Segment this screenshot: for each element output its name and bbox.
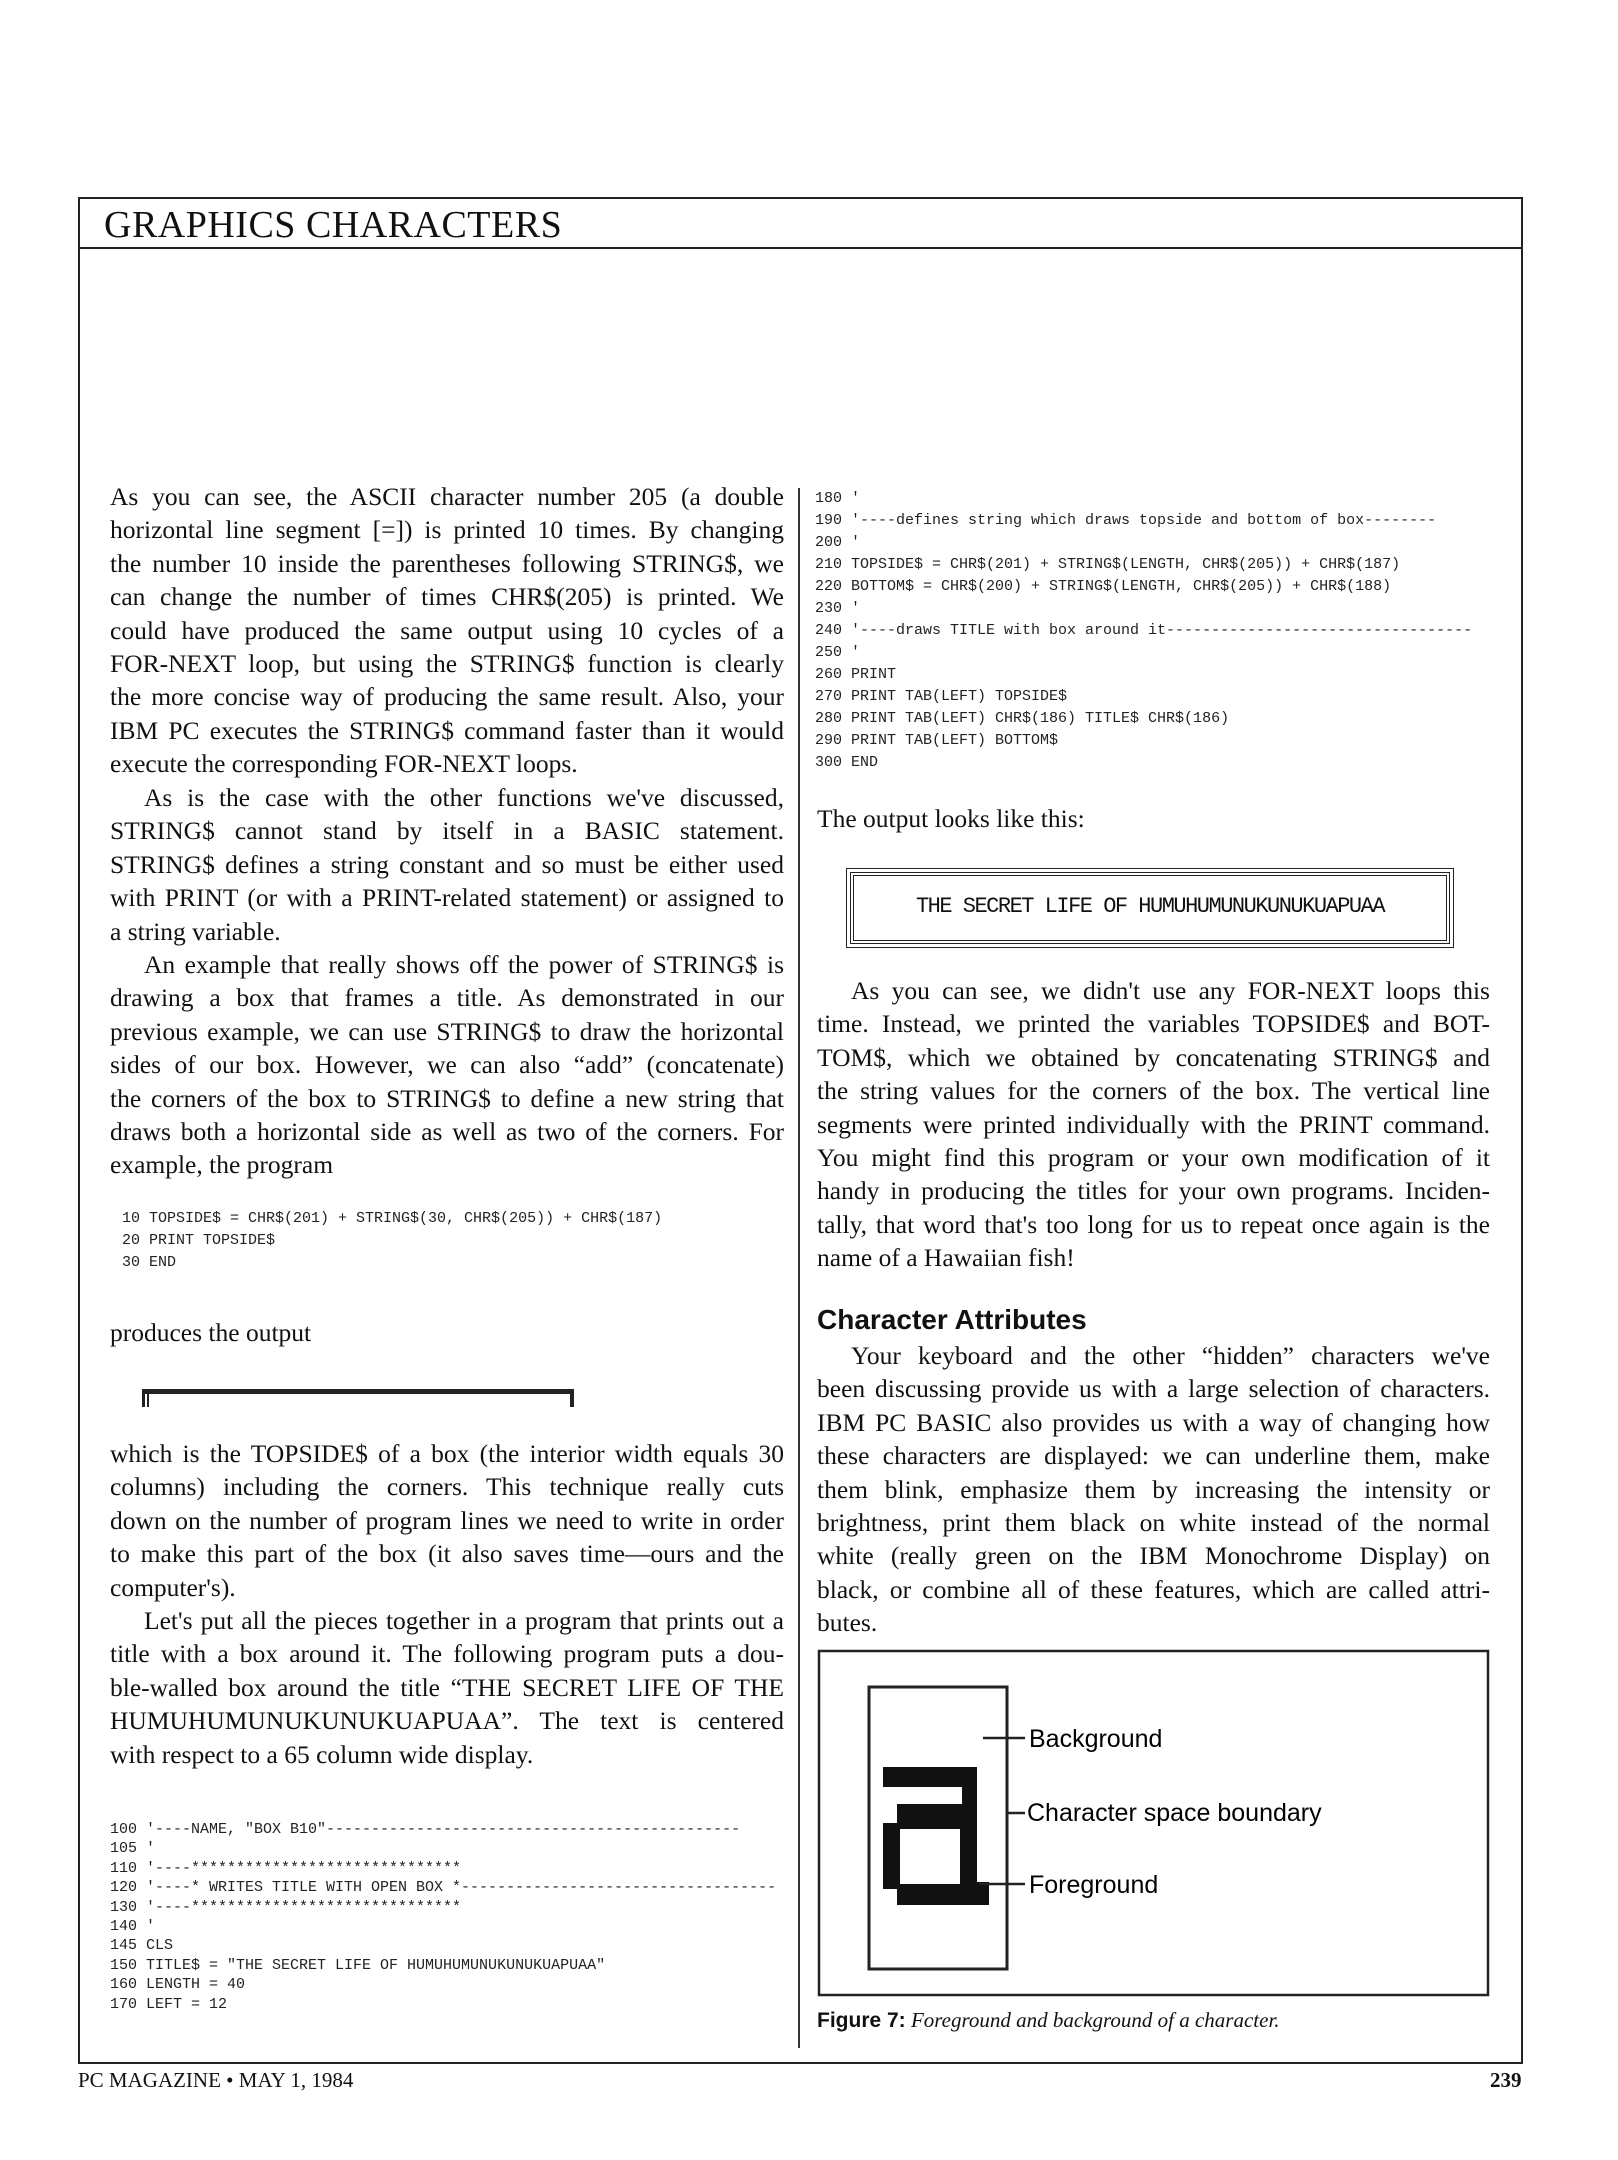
code-line: 250 ' xyxy=(815,644,861,661)
text-line: to make this part of the box (it also saves time—ours and the xyxy=(110,1539,784,1569)
figure-7 xyxy=(817,1649,1490,1997)
code-line: 110 '----****************************** xyxy=(110,1859,462,1877)
section-header xyxy=(78,197,1523,249)
text-line: segments were printed individually with the PRINT command. xyxy=(817,1109,1490,1139)
text-line: the corners of the box to STRING$ to define a new string that xyxy=(110,1083,784,1113)
text-line: down on the number of program lines we need to write in order xyxy=(110,1505,784,1535)
text-line: computer's). xyxy=(110,1572,236,1602)
label-foreground: Foreground xyxy=(1029,1871,1159,1899)
text-line: draws both a horizontal side as well as two of the corners. For xyxy=(110,1116,784,1146)
text-line: brightness, print them black on white instead of the normal xyxy=(817,1507,1490,1537)
output-box-text: THE SECRET LIFE OF HUMUHUMUNUKUNUKUAPUAA xyxy=(915,894,1385,919)
text-line: a string variable. xyxy=(110,916,281,946)
code-line: 30 END xyxy=(122,1254,177,1271)
code-line: 220 BOTTOM$ = CHR$(200) + STRING$(LENGTH, CHR$(205)) + CHR$(188) xyxy=(815,578,1392,595)
caption-label: Figure 7: xyxy=(817,2009,906,2032)
text-line: execute the corresponding FOR-NEXT loops. xyxy=(110,749,578,779)
paragraph xyxy=(110,781,784,948)
paragraph xyxy=(817,1339,1490,1640)
subheading: Character Attributes xyxy=(817,1304,1087,1335)
character-a-glyph xyxy=(883,1767,989,1905)
section-title: GRAPHICS CHARACTERS xyxy=(104,204,563,246)
text-line: IBM PC executes the STRING$ command faster than it would xyxy=(110,715,784,745)
code-line: 105 ' xyxy=(110,1840,156,1858)
corner-right xyxy=(570,1389,574,1407)
code-line: 300 END xyxy=(815,754,879,771)
text-line: STRING$ defines a string constant and so must be either used xyxy=(110,849,784,879)
text-line: title with a box around it. The following program puts a dou- xyxy=(110,1639,784,1669)
corner-left xyxy=(142,1389,145,1407)
text-line: ble-walled box around the title “THE SECRET LIFE OF THE xyxy=(110,1672,784,1702)
text-line: these characters are displayed: we can underline them, make xyxy=(817,1441,1490,1471)
paragraph xyxy=(110,1437,784,1604)
text-line: time. Instead, we printed the variables TOPSIDE$ and BOT- xyxy=(817,1009,1490,1039)
text-line: Let's put all the pieces together in a program that prints out a xyxy=(144,1606,784,1635)
code-line: 240 '----draws TITLE with box around it---------------------------------- xyxy=(815,622,1473,639)
figure-caption xyxy=(817,2008,1280,2033)
code-line: 230 ' xyxy=(815,600,861,617)
text-line: black, or combine all of these features, which are called attri- xyxy=(817,1574,1490,1604)
paragraph: The output looks like this: xyxy=(817,804,1085,833)
code-listing xyxy=(122,1208,784,1274)
page-number: 239 xyxy=(1490,2068,1522,2092)
footer-publication: PC MAGAZINE • MAY 1, 1984 xyxy=(78,2068,354,2092)
text-line: tally, that word that's too long for us to repeat once again is the xyxy=(817,1209,1490,1239)
code-line: 290 PRINT TAB(LEFT) BOTTOM$ xyxy=(815,732,1059,749)
column-divider xyxy=(798,488,800,2048)
text-line: sides of our box. However, we can also “add” (concatenate) xyxy=(110,1050,784,1080)
text-line: Your keyboard and the other “hidden” characters we've xyxy=(851,1341,1490,1370)
text-line: You might find this program or your own modification of it xyxy=(817,1142,1490,1172)
paragraph xyxy=(110,1604,784,1771)
corner-left-inner xyxy=(147,1394,149,1407)
text-line: can change the number of times CHR$(205) is printed. We xyxy=(110,582,784,612)
text-line: butes. xyxy=(817,1608,878,1638)
text-line: the number 10 inside the parentheses following STRING$, we xyxy=(110,548,784,578)
code-line: 10 TOPSIDE$ = CHR$(201) + STRING$(30, CHR$(205)) + CHR$(187) xyxy=(122,1210,663,1227)
code-line: 210 TOPSIDE$ = CHR$(201) + STRING$(LENGTH, CHR$(205)) + CHR$(187) xyxy=(815,556,1401,573)
text-line: horizontal line segment [=]) is printed 10 times. By changing xyxy=(110,515,784,545)
text-line: As you can see, the ASCII character number 205 (a double xyxy=(110,482,784,511)
caption-text: Foreground and background of a character. xyxy=(910,2008,1280,2032)
text-line: with respect to a 65 column wide display. xyxy=(110,1739,534,1769)
text-line: As you can see, we didn't use any FOR-NEXT loops this xyxy=(851,976,1490,1005)
code-line: 100 '----NAME, "BOX B10"---------------------------------------------- xyxy=(110,1821,741,1838)
code-line: 200 ' xyxy=(815,534,861,551)
text-line: STRING$ cannot stand by itself in a BASIC statement. xyxy=(110,816,784,846)
paragraph xyxy=(110,480,784,781)
text-line: An example that really shows off the power of STRING$ is xyxy=(144,950,784,979)
text-line: the more concise way of producing the same result. Also, your xyxy=(110,682,784,712)
text-line: white (really green on the IBM Monochrome Display) on xyxy=(817,1541,1490,1571)
label-boundary: Character space boundary xyxy=(1027,1799,1322,1827)
code-listing xyxy=(110,1820,784,2014)
paragraph xyxy=(817,974,1490,1275)
code-line: 120 '----* WRITES TITLE WITH OPEN BOX *----------------------------------- xyxy=(110,1879,777,1897)
paragraph: produces the output xyxy=(110,1318,312,1347)
text-line: handy in producing the titles for your own programs. Inciden- xyxy=(817,1176,1490,1206)
text-line: FOR-NEXT loop, but using the STRING$ function is clearly xyxy=(110,648,784,678)
code-line: 160 LENGTH = 40 xyxy=(110,1976,246,1994)
code-line: 180 ' xyxy=(815,490,861,507)
code-line: 260 PRINT xyxy=(815,666,897,683)
code-line: 150 TITLE$ = "THE SECRET LIFE OF HUMUHUMUNUKUNUKUAPUAA" xyxy=(110,1956,606,1974)
text-line: which is the TOPSIDE$ of a box (the interior width equals 30 xyxy=(110,1439,784,1468)
code-line: 20 PRINT TOPSIDE$ xyxy=(122,1232,276,1249)
code-line: 170 LEFT = 12 xyxy=(110,1995,228,2013)
code-line: 140 ' xyxy=(110,1918,156,1936)
text-line: As is the case with the other functions we've discussed, xyxy=(144,783,784,812)
text-line: could have produced the same output using 10 cycles of a xyxy=(110,615,784,645)
double-line xyxy=(142,1389,574,1394)
text-line: HUMUHUMUNUKUNUKUAPUAA”. The text is centered xyxy=(110,1706,784,1736)
text-line: example, the program xyxy=(110,1150,334,1180)
topside-output xyxy=(138,1386,588,1410)
code-line: 270 PRINT TAB(LEFT) TOPSIDE$ xyxy=(815,688,1068,705)
text-line: them blink, emphasize them by increasing the intensity or xyxy=(817,1474,1490,1504)
label-background: Background xyxy=(1029,1725,1163,1753)
code-line: 130 '----****************************** xyxy=(110,1898,462,1916)
text-line: name of a Hawaiian fish! xyxy=(817,1243,1075,1273)
code-listing xyxy=(815,488,1491,774)
text-line: TOM$, which we obtained by concatenating STRING$ and xyxy=(817,1042,1490,1072)
text-line: drawing a box that frames a title. As demonstrated in our xyxy=(110,983,784,1013)
text-line: previous example, we can use STRING$ to draw the horizontal xyxy=(110,1016,784,1046)
code-line: 280 PRINT TAB(LEFT) CHR$(186) TITLE$ CHR$(186) xyxy=(815,710,1230,727)
code-line: 145 CLS xyxy=(110,1937,174,1955)
text-line: the string values for the corners of the box. The vertical line xyxy=(817,1076,1490,1106)
text-line: columns) including the corners. This technique really cuts xyxy=(110,1472,784,1502)
text-line: IBM PC BASIC also provides us with a way of changing how xyxy=(817,1407,1490,1437)
output-box xyxy=(850,872,1450,944)
text-line: been discussing provide us with a large selection of characters. xyxy=(817,1374,1490,1404)
text-line: with PRINT (or with a PRINT-related statement) or assigned to xyxy=(110,883,784,913)
paragraph xyxy=(110,948,784,1182)
code-line: 190 '----defines string which draws topside and bottom of box-------- xyxy=(815,512,1437,529)
